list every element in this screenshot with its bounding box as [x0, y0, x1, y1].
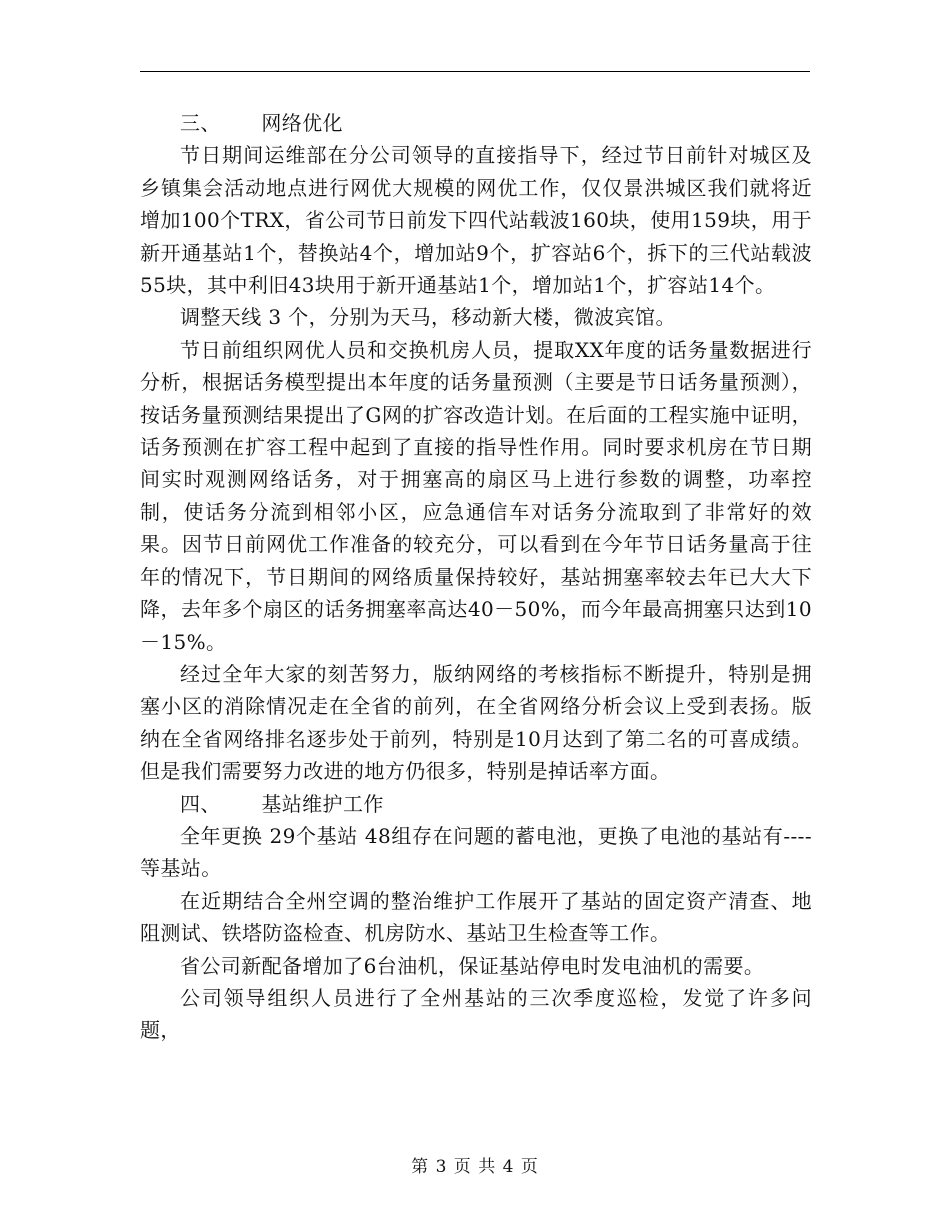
- paragraph-yearly-results: 经过全年大家的刻苦努力，版纳网络的考核指标不断提升，特别是拥塞小区的消除情况走在全省的前列，在全省网络分析会议上受到表扬。版纳在全省网络排名逐步处于前列，特别是10月达到了第二名的可喜成绩。但是我们需要努力改进的地方仍很多，特别是掉话率方面。: [140, 661, 812, 784]
- section-heading-base-station-maintenance: 四、 基站维护工作: [180, 791, 384, 816]
- paragraph-antenna-adjustment: 调整天线 3 个，分别为天马，移动新大楼，微波宾馆。: [180, 305, 676, 330]
- page-footer: 第 3 页 共 4 页: [411, 1157, 539, 1177]
- paragraph-battery-replacement: 全年更换 29个基站 48组存在问题的蓄电池，更换了电池的基站有----等基站。: [140, 823, 812, 881]
- section-heading-network-optimization: 三、 网络优化: [180, 111, 343, 135]
- paragraph-generators: 省公司新配备增加了6台油机，保证基站停电时发电油机的需要。: [180, 953, 765, 978]
- paragraph-quarterly-inspection: 公司领导组织人员进行了全州基站的三次季度巡检，发觉了许多问题，: [140, 985, 812, 1043]
- paragraph-holiday-optimization: 节日期间运维部在分公司领导的直接指导下，经过节日前针对城区及乡镇集会活动地点进行网优大规模的网优工作，仅仅景洪城区我们就将近增加100个TRX，省公司节日前发下四代站载波160块，使用159块，用于新开通基站1个，替换站4个，增加站9个，扩容站6个，拆下的三代站载波55块，其中利旧43块用于新开通基站1个，增加站1个，扩容站14个。: [140, 143, 812, 298]
- paragraph-traffic-forecast: 节日前组织网优人员和交换机房人员，提取XX年度的话务量数据进行分析，根据话务模型提出本年度的话务量预测（主要是节日话务量预测），按话务量预测结果提出了G网的扩容改造计划。在后面的工程实施中证明，话务预测在扩容工程中起到了直接的指导性作用。同时要求机房在节日期间实时观测网络话务，对于拥塞高的扇区马上进行参数的调整，功率控制，使话务分流到相邻小区，应急通信车对话务分流取到了非常好的效果。因节日前网优工作准备的较充分，可以看到在今年节日话务量高于往年的情况下，节日期间的网络质量保持较好，基站拥塞率较去年已大大下降，去年多个扇区的话务拥塞率高达40－50%，而今年最高拥塞只达到10－15%。: [140, 337, 812, 654]
- paragraph-asset-inspection: 在近期结合全州空调的整治维护工作展开了基站的固定资产清查、地阻测试、铁塔防盗检查、机房防水、基站卫生检查等工作。: [140, 888, 812, 946]
- header-rule: [140, 71, 810, 72]
- document-body: [140, 107, 812, 1047]
